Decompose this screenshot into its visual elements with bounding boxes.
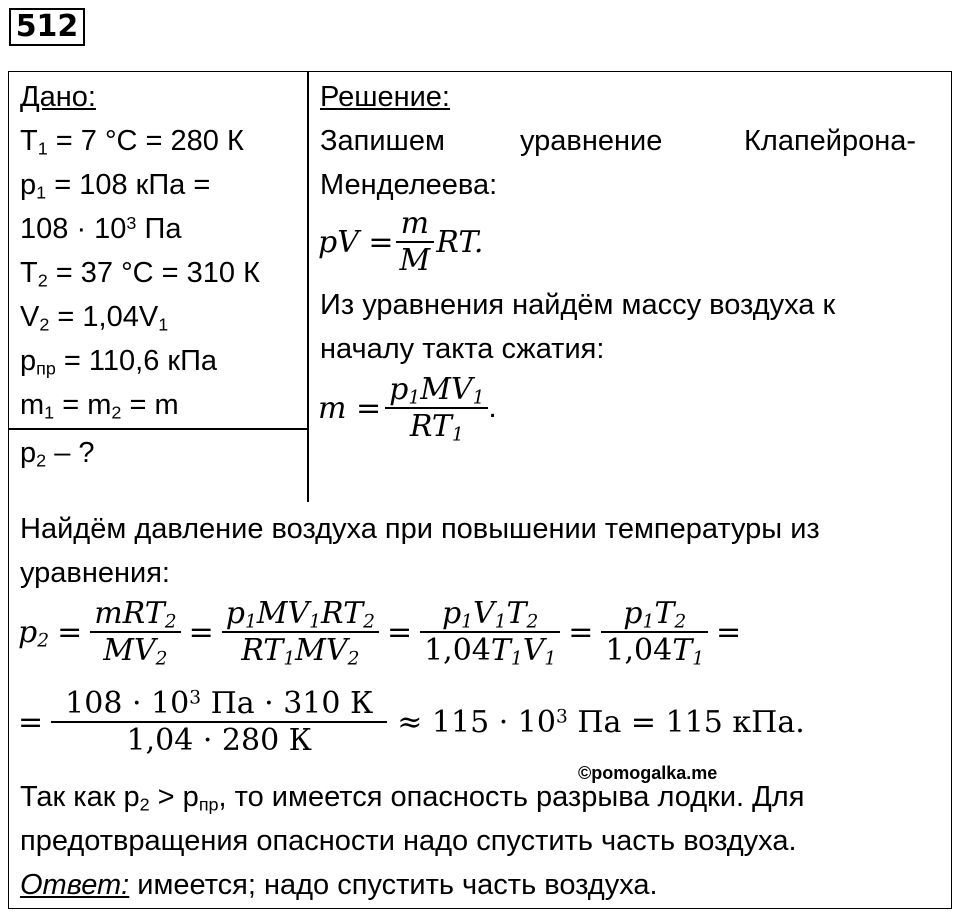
numeric-result: ≈ $115 \cdot 10^3$ Па = 115 кПа. — [397, 704, 805, 740]
intro-word2: уравнение — [520, 125, 663, 157]
eq2-tail: . — [488, 391, 497, 424]
equation-clapeyron — [318, 206, 483, 278]
eq1-den: M — [396, 241, 435, 278]
mass-text-line1: Из уравнения найдём массу воздуха к — [320, 289, 836, 321]
given-heading: Дано: — [20, 81, 96, 113]
given-line-t2: $T_2 = 37$ °C = 310 К — [20, 257, 261, 291]
conclusion-line1: Так как $p_2 > p_{пр}$, то имеется опасность разрыва лодки. Для — [20, 781, 805, 815]
given-line-mass: $m_1 = m_2 = m$ — [20, 389, 179, 423]
answer-text: имеется; надо спустить часть воздуха. — [129, 869, 658, 901]
answer-line — [20, 868, 658, 902]
given-line-ppr: $p_{пр} = 110,6$ кПа — [20, 345, 218, 379]
eq2-lhs: m = — [318, 390, 382, 426]
eq1-lhs: pV = — [318, 224, 394, 260]
equation-mass: m = $\frac{p_1MV_1}{RT_1}$ . — [318, 372, 497, 446]
given-line-p1-si: $108 \cdot 10^3$ Па — [20, 213, 182, 245]
pressure-text-line2: уравнения: — [20, 557, 170, 589]
problem-number: 512 — [9, 8, 85, 46]
column-divider — [307, 71, 309, 502]
given-unknown: $p_2$ – ? — [20, 437, 95, 471]
conclusion-line2: предотвращения опасности надо спустить часть воздуха. — [20, 825, 797, 857]
equation-pressure-chain: $p_2$ = $\frac{mRT_2}{MV_2}$ = $\frac{p_1MV_1RT_2}{RT_1MV_2}$ = $\frac{p_1V_1T_2}{1,04T_1V_1}$ = $\frac{p_1T_2}{1,04T_1}$ = — [18, 596, 742, 670]
equation-numeric: = $\frac{108 \cdot 10^3 Па \cdot 310 К}{1,04 \cdot 280 К}$ ≈ $115 \cdot 10^3$ Па = 115 кПа. — [18, 686, 805, 758]
given-divider — [8, 428, 308, 430]
mass-text-line2: началу такта сжатия: — [320, 333, 605, 365]
intro-word1: Запишем — [320, 125, 445, 157]
solution-heading: Решение: — [320, 81, 450, 113]
pressure-text-line1: Найдём давление воздуха при повышении температуры из — [20, 513, 820, 545]
eq1-rhs: RT. — [436, 224, 484, 260]
watermark: ©pomogalka.me — [578, 763, 718, 783]
intro-word3: Клапейрона- — [744, 125, 917, 157]
given-line-p1: $p_1 = 108$ кПа = — [20, 169, 211, 203]
given-line-v2: $V_2 = 1,04V_1$ — [20, 301, 169, 335]
intro-line2: Менделеева: — [320, 169, 498, 201]
given-line-t1: $T_1 = 7$ °C = 280 К — [20, 125, 244, 159]
answer-label: Ответ: — [20, 869, 130, 901]
eq1-num: m — [400, 206, 430, 241]
